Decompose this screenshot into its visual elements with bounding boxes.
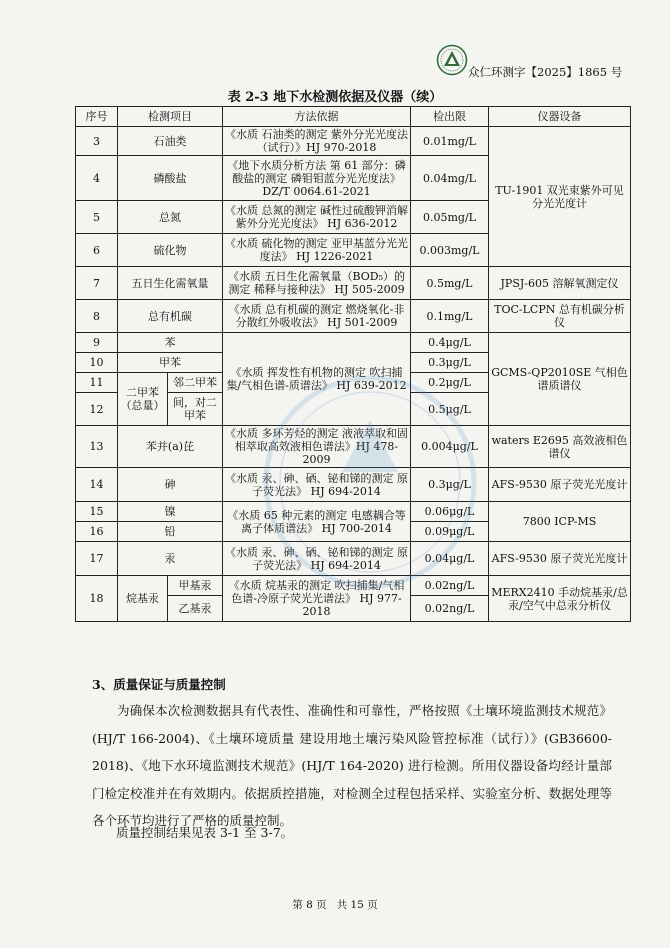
row-instrument: MERX2410 手动烷基汞/总汞/空气中总汞分析仪	[489, 576, 631, 622]
detection-basis-table	[75, 106, 631, 622]
row-no: 14	[76, 468, 118, 502]
row-no: 10	[76, 353, 118, 373]
table-row	[76, 576, 631, 596]
col-header-limit: 检出限	[411, 107, 489, 127]
row-item: 磷酸盐	[118, 156, 223, 201]
row-limit: 0.09μg/L	[411, 522, 489, 542]
row-item: 烷基汞	[118, 576, 168, 622]
row-method: 《水质 65 种元素的测定 电感耦合等离子体质谱法》 HJ 700-2014	[223, 502, 411, 542]
col-header-no: 序号	[76, 107, 118, 127]
row-no: 18	[76, 576, 118, 622]
row-no: 9	[76, 333, 118, 353]
col-header-item: 检测项目	[118, 107, 223, 127]
row-method: 《水质 总氮的测定 碱性过硫酸钾消解紫外分光光度法》 HJ 636-2012	[223, 201, 411, 234]
row-no: 3	[76, 127, 118, 156]
row-limit: 0.1mg/L	[411, 300, 489, 333]
row-limit: 0.5μg/L	[411, 393, 489, 426]
row-method: 《水质 五日生化需氧量（BOD₅）的测定 稀释与接种法》 HJ 505-2009	[223, 267, 411, 300]
table-row	[76, 468, 631, 502]
row-limit: 0.3μg/L	[411, 468, 489, 502]
row-no: 15	[76, 502, 118, 522]
table-row	[76, 267, 631, 300]
row-limit: 0.4μg/L	[411, 333, 489, 353]
page-total: 共 15 页	[336, 899, 378, 911]
row-method: 《水质 石油类的测定 紫外分光光度法（试行）》HJ 970-2018	[223, 127, 411, 156]
section-note: 质量控制结果见表 3-1 至 3-7。	[116, 825, 294, 840]
row-subitem: 邻二甲苯	[168, 373, 223, 393]
row-item: 甲苯	[118, 353, 223, 373]
row-no: 12	[76, 393, 118, 426]
row-limit: 0.04μg/L	[411, 542, 489, 576]
row-item: 铅	[118, 522, 223, 542]
row-no: 8	[76, 300, 118, 333]
row-item: 硫化物	[118, 234, 223, 267]
row-item: 砷	[118, 468, 223, 502]
row-instrument: GCMS-QP2010SE 气相色谱质谱仪	[489, 333, 631, 426]
row-item: 石油类	[118, 127, 223, 156]
row-no: 16	[76, 522, 118, 542]
row-limit: 0.3μg/L	[411, 353, 489, 373]
page-footer	[0, 897, 670, 912]
row-item: 苯	[118, 333, 223, 353]
table-header-row	[76, 107, 631, 127]
row-limit: 0.02ng/L	[411, 576, 489, 596]
row-instrument: TU-1901 双光束紫外可见分光光度计	[489, 127, 631, 267]
table-row	[76, 542, 631, 576]
col-header-method: 方法依据	[223, 107, 411, 127]
row-limit: 0.05mg/L	[411, 201, 489, 234]
report-number: 众仁环测字【2025】1865 号	[468, 65, 623, 79]
row-no: 7	[76, 267, 118, 300]
table-row	[76, 426, 631, 468]
row-instrument: 7800 ICP-MS	[489, 502, 631, 542]
row-limit: 0.2μg/L	[411, 373, 489, 393]
row-method: 《水质 汞、砷、硒、铋和锑的测定 原子荧光法》 HJ 694-2014	[223, 468, 411, 502]
row-no: 6	[76, 234, 118, 267]
row-item: 汞	[118, 542, 223, 576]
section-paragraph: 为确保本次检测数据具有代表性、准确性和可靠性，严格按照《土壤环境监测技术规范》(HJ/T 166-2004)、《土壤环境质量 建设用地土壤污染风险管控标准（试行）》(GB36600-2018)、《地下水环境监测技术规范》(HJ/T 164-2020) 进行检测。所用仪器设备均经计量部门检定校准并在有效期内。依据质控措施，对检测全过程包括采样、实验室分析、数据处理等各个环节均进行了严格的质量控制。	[92, 703, 612, 828]
row-limit: 0.5mg/L	[411, 267, 489, 300]
row-method: 《水质 挥发性有机物的测定 吹扫捕集/气相色谱-质谱法》 HJ 639-2012	[223, 333, 411, 426]
row-no: 17	[76, 542, 118, 576]
table-title: 表 2-3 地下水检测依据及仪器（续）	[227, 90, 443, 105]
table-row	[76, 333, 631, 353]
row-no: 4	[76, 156, 118, 201]
row-limit: 0.004μg/L	[411, 426, 489, 468]
row-method: 《水质 硫化物的测定 亚甲基蓝分光光度法》 HJ 1226-2021	[223, 234, 411, 267]
section-title: 3、质量保证与质量控制	[92, 677, 226, 692]
group-label-xylene: 二甲苯（总量）	[118, 373, 168, 426]
row-method: 《水质 汞、砷、硒、铋和锑的测定 原子荧光法》 HJ 694-2014	[223, 542, 411, 576]
row-limit: 0.01mg/L	[411, 127, 489, 156]
row-limit: 0.02ng/L	[411, 596, 489, 622]
row-subitem: 乙基汞	[168, 596, 223, 622]
page-number: 第 8 页	[292, 899, 327, 911]
row-instrument: TOC-LCPN 总有机碳分析仪	[489, 300, 631, 333]
row-no: 5	[76, 201, 118, 234]
row-instrument: waters E2695 高效液相色谱仪	[489, 426, 631, 468]
row-subitem: 间，对二甲苯	[168, 393, 223, 426]
table-row	[76, 300, 631, 333]
row-method: 《地下水质分析方法 第 61 部分：磷酸盐的测定 磷钼钼蓝分光光度法》DZ/T 0064.61-2021	[223, 156, 411, 201]
company-logo-icon	[436, 44, 468, 76]
row-no: 13	[76, 426, 118, 468]
row-item: 总有机碳	[118, 300, 223, 333]
col-header-instrument: 仪器设备	[489, 107, 631, 127]
row-instrument: AFS-9530 原子荧光光度计	[489, 468, 631, 502]
row-item: 五日生化需氧量	[118, 267, 223, 300]
table-row	[76, 127, 631, 156]
row-item: 苯并(a)芘	[118, 426, 223, 468]
row-limit: 0.003mg/L	[411, 234, 489, 267]
row-method: 《水质 多环芳烃的测定 液液萃取和固相萃取高效液相色谱法》HJ 478-2009	[223, 426, 411, 468]
row-instrument: AFS-9530 原子荧光光度计	[489, 542, 631, 576]
row-method: 《水质 总有机碳的测定 燃烧氧化-非分散红外吸收法》 HJ 501-2009	[223, 300, 411, 333]
row-limit: 0.04mg/L	[411, 156, 489, 201]
table-row	[76, 502, 631, 522]
row-limit: 0.06μg/L	[411, 502, 489, 522]
row-item: 总氮	[118, 201, 223, 234]
row-no: 11	[76, 373, 118, 393]
row-instrument: JPSJ-605 溶解氧测定仪	[489, 267, 631, 300]
row-subitem: 甲基汞	[168, 576, 223, 596]
row-item: 镍	[118, 502, 223, 522]
row-method: 《水质 烷基汞的测定 吹扫捕集/气相色谱-冷原子荧光光谱法》 HJ 977-2018	[223, 576, 411, 622]
